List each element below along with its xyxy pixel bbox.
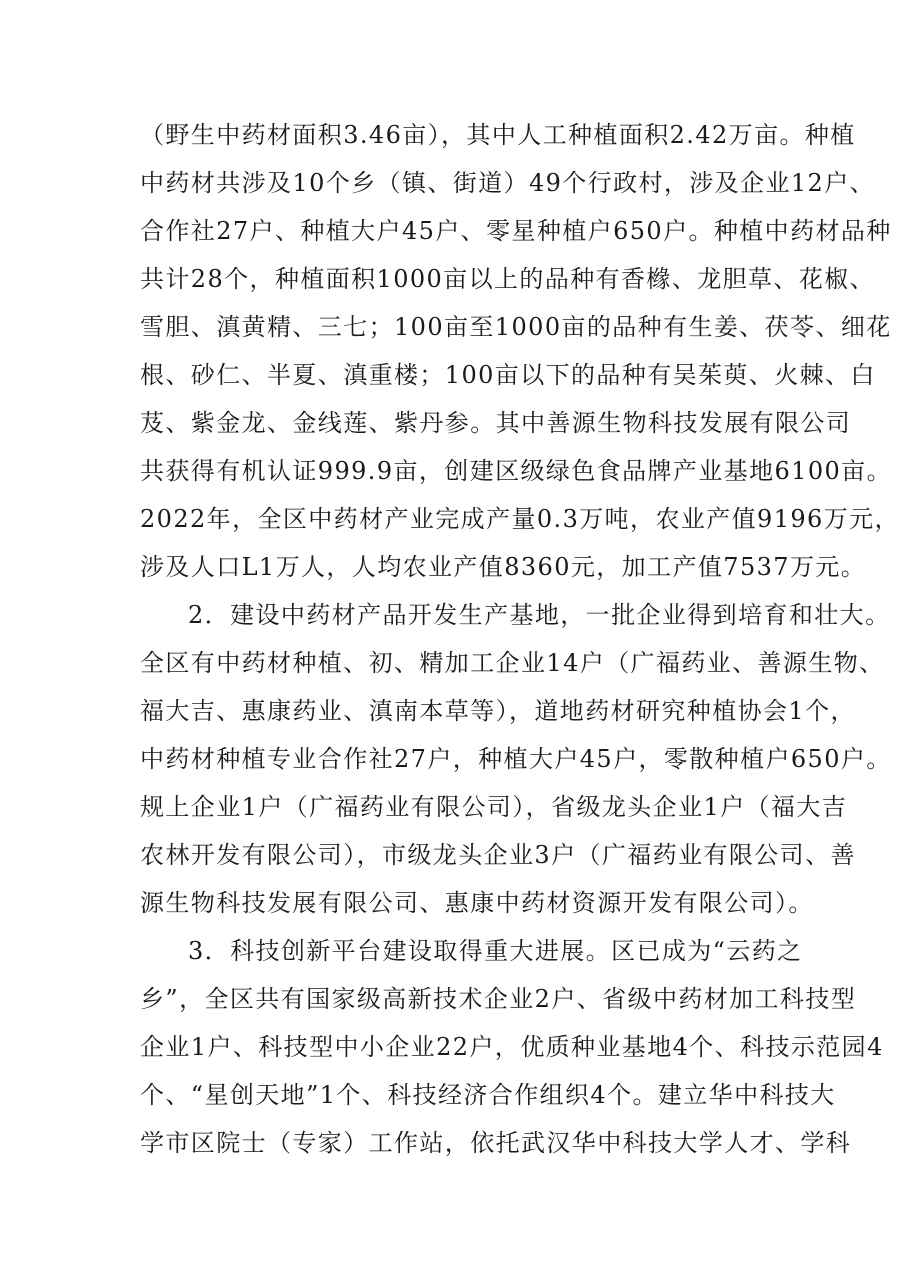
text-line: 根、砂仁、半夏、滇重楼；100亩以下的品种有吴茱萸、火棘、白: [140, 361, 876, 389]
text-line: 源生物科技发展有限公司、惠康中药材资源开发有限公司）。: [140, 889, 814, 917]
text-line: 福大吉、惠康药业、滇南本草等），道地药材研究种植协会1个，: [140, 697, 856, 725]
text-line: 乡”，全区共有国家级高新技术企业2户、省级中药材加工科技型: [140, 985, 857, 1013]
text-line: 个、“星创天地”1个、科技经济合作组织4个。建立华中科技大: [140, 1081, 836, 1109]
text-line: 中药材共涉及10个乡（镇、街道）49个行政村，涉及企业12户、: [140, 169, 876, 197]
text-line: 学市区院士（专家）工作站，依托武汉华中科技大学人才、学科: [140, 1129, 852, 1157]
text-line: 中药材种植专业合作社27户，种植大户45户，零散种植户650户。: [140, 745, 892, 773]
text-line: 2022年，全区中药材产业完成产量0.3万吨，农业产值9196万元，: [140, 505, 900, 533]
text-line: 共计28个，种植面积1000亩以上的品种有香橼、龙胆草、花椒、: [140, 265, 876, 293]
paragraph-heading-2: 2．建设中药材产品开发生产基地，一批企业得到培育和壮大。: [188, 601, 891, 629]
text-line: 芨、紫金龙、金线莲、紫丹参。其中善源生物科技发展有限公司: [140, 409, 852, 437]
paragraph-heading-3: 3．科技创新平台建设取得重大进展。区已成为“云药之: [188, 937, 803, 965]
text-line: 全区有中药材种植、初、精加工企业14户（广福药业、善源生物、: [140, 649, 885, 677]
text-line: 合作社27户、种植大户45户、零星种植户650户。种植中药材品种: [140, 217, 892, 245]
text-line: （野生中药材面积3.46亩），其中人工种植面积2.42万亩。种植: [140, 121, 856, 149]
text-line: 企业1户、科技型中小企业22户，优质种业基地4个、科技示范园4: [140, 1033, 884, 1061]
text-line: 农林开发有限公司），市级龙头企业3户（广福药业有限公司、善: [140, 841, 856, 869]
text-line: 雪胆、滇黄精、三七；100亩至1000亩的品种有生姜、茯苓、细花: [140, 313, 892, 341]
text-line: 规上企业1户（广福药业有限公司），省级龙头企业1户（福大吉: [140, 793, 848, 821]
text-line: 共获得有机认证999.9亩，创建区级绿色食品牌产业基地6100亩。: [140, 457, 892, 485]
text-line: 涉及人口L1万人，人均农业产值8360元，加工产值7537万元。: [140, 553, 867, 581]
